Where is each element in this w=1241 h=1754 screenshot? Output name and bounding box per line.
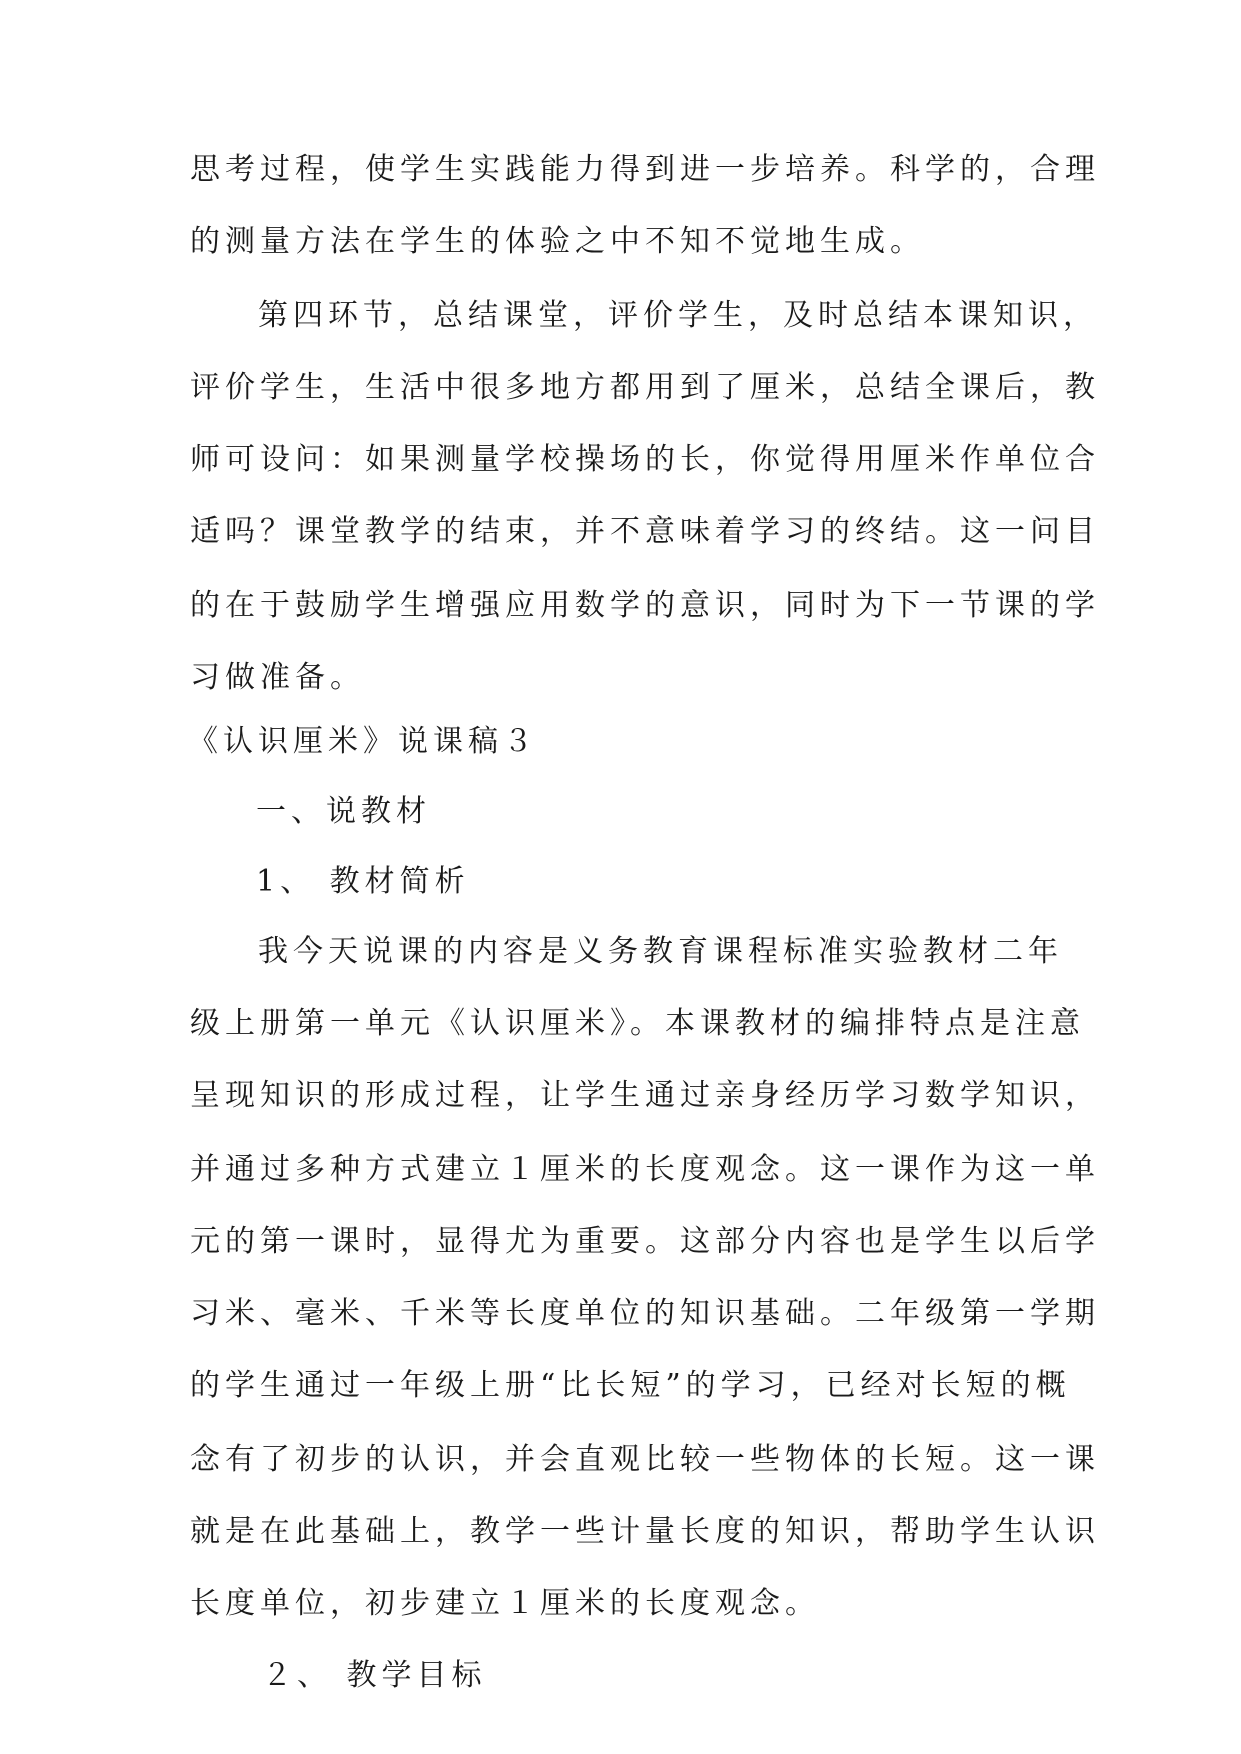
paragraph-line: 师可设问：如果测量学校操场的长，你觉得用厘米作单位合: [190, 442, 1100, 477]
paragraph-line: 我今天说课的内容是义务教育课程标准实验教材二年: [258, 934, 1063, 969]
paragraph-line: 长度单位，初步建立１厘米的长度观念。: [190, 1586, 820, 1621]
paragraph-line: 级上册第一单元《认识厘米》。本课教材的编排特点是注意: [190, 1006, 1085, 1041]
paragraph-line: 呈现知识的形成过程，让学生通过亲身经历学习数学知识，: [190, 1078, 1100, 1113]
paragraph-line: 的学生通过一年级上册“比长短”的学习，已经对长短的概: [190, 1368, 1071, 1403]
heading-line: ２、 教学目标: [262, 1658, 487, 1693]
paragraph-line: 第四环节，总结课堂，评价学生，及时总结本课知识，: [258, 298, 1098, 333]
paragraph-line: 并通过多种方式建立１厘米的长度观念。这一课作为这一单: [190, 1152, 1100, 1187]
heading-line: 一、说教材: [256, 794, 431, 829]
paragraph-line: 就是在此基础上，教学一些计量长度的知识，帮助学生认识: [190, 1514, 1100, 1549]
paragraph-line: 的测量方法在学生的体验之中不知不觉地生成。: [190, 224, 925, 259]
paragraph-line: 适吗？课堂教学的结束，并不意味着学习的终结。这一问目: [190, 514, 1100, 549]
paragraph-line: 的在于鼓励学生增强应用数学的意识，同时为下一节课的学: [190, 588, 1100, 623]
heading-line: 1、 教材简析: [256, 864, 470, 899]
paragraph-line: 习做准备。: [190, 660, 365, 695]
paragraph-line: 念有了初步的认识，并会直观比较一些物体的长短。这一课: [190, 1442, 1100, 1477]
paragraph-line: 思考过程，使学生实践能力得到进一步培养。科学的，合理: [190, 152, 1100, 187]
section-title: 《认识厘米》说课稿３: [188, 724, 538, 759]
paragraph-line: 元的第一课时，显得尤为重要。这部分内容也是学生以后学: [190, 1224, 1100, 1259]
paragraph-line: 评价学生，生活中很多地方都用到了厘米，总结全课后，教: [190, 370, 1100, 405]
paragraph-line: 习米、毫米、千米等长度单位的知识基础。二年级第一学期: [190, 1296, 1100, 1331]
